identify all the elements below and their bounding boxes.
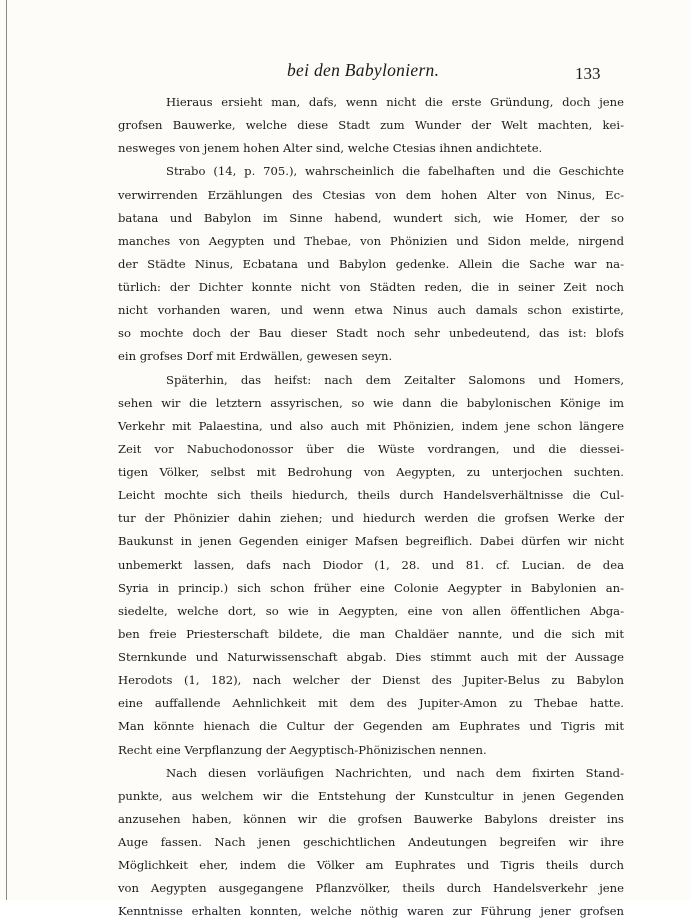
text-line: so mochte doch der Bau dieser Stadt noch sehr unbedeutend, das ist: blofs [118,326,624,341]
text-line: grofsen Bauwerke, welche diese Stadt zum Wunder der Welt machten, kei- [118,118,624,133]
text-line: Zeit vor Nabuchodonossor über die Wüste vordrangen, und die diessei- [118,441,624,456]
text-line: tigen Völker, selbst mit Bedrohung von Aegypten, zu unterjochen suchten. [118,465,624,479]
text-line: manches von Aegypten und Thebae, von Phönizien und Sidon melde, nirgend [118,233,624,248]
text-line: verwirrenden Erzählungen des Ctesias von dem hohen Alter von Ninus, Ec- [118,187,624,202]
text-line: anzusehen haben, können wir die grofsen Bauwerke Babylons dreister ins [118,811,624,826]
text-line: türlich: der Dichter konnte nicht von Städten reden, die in seiner Zeit noch [118,280,624,294]
text-line: punkte, aus welchem wir die Entstehung der Kunstcultur in jenen Gegenden [118,788,624,803]
text-line: Strabo (14, p. 705.), wahrscheinlich die fabelhaften und die Geschichte [166,164,624,179]
text-line: der Städte Ninus, Ecbatana und Babylon gedenke. Allein die Sache war na- [118,256,624,271]
text-line: Syria in princip.) sich schon früher eine Colonie Aegypter in Babylonien an- [118,580,624,595]
text-line: Recht eine Verpflanzung der Aegyptisch-Phönizischen nennen. [118,742,487,757]
running-title: bei den Babyloniern. [287,60,440,80]
text-line: tur der Phönizier dahin ziehen; und hiedurch werden die grofsen Werke der [118,511,624,526]
text-line: siedelte, welche dort, so wie in Aegypten, eine von allen öffentlichen Abga- [118,603,624,618]
text-line: sehen wir die letztern assyrischen, so wie dann die babylonischen Könige im [118,395,624,410]
text-line: Kenntnisse erhalten konnten, welche nöthig waren zur Führung jener grofsen [118,904,624,919]
text-line: nesweges von jenem hohen Alter sind, welche Ctesias ihnen andichtete. [118,141,543,156]
text-line: Möglichkeit eher, indem die Völker am Euphrates und Tigris theils durch [118,858,624,873]
text-line: unbemerkt lassen, dafs nach Diodor (1, 28. und 81. cf. Lucian. de dea [118,557,624,572]
text-line: Verkehr mit Palaestina, und also auch mit Phönizien, indem jene schon längere [118,418,624,433]
text-line: Sternkunde und Naturwissenschaft abgab. Dies stimmt auch mit der Aussage [118,650,624,664]
text-line: Nach diesen vorläufigen Nachrichten, und nach dem fixirten Stand- [166,765,624,780]
text-line: Leicht mochte sich theils hiedurch, theils durch Handelsverhältnisse die Cul- [118,488,624,503]
text-line: ein grofses Dorf mit Erdwällen, gewesen seyn. [118,349,393,364]
text-line: Auge fassen. Nach jenen geschichtlichen Andeutungen begreifen wir ihre [118,835,624,849]
text-line: ben freie Priesterschaft bildete, die man Chaldäer nannte, und die sich mit [118,626,624,641]
page-number: 133 [575,64,601,83]
text-line: Baukunst in jenen Gegenden einiger Mafsen begreiflich. Dabei dürfen wir nicht [118,534,624,549]
text-line: nicht vorhanden waren, und wenn etwa Ninus auch damals schon existirte, [118,303,624,318]
body-text [118,91,624,924]
text-line: Man könnte hienach die Cultur der Gegenden am Euphrates und Tigris mit [118,719,624,734]
page-edge-line [6,0,7,900]
text-line: batana und Babylon im Sinne habend, wundert sich, wie Homer, der so [118,210,624,225]
text-line: Späterhin, das heifst: nach dem Zeitalter Salomons und Homers, [166,372,624,387]
text-line: Herodots (1, 182), nach welcher der Dienst des Jupiter-Belus zu Babylon [118,673,624,688]
text-line: eine auffallende Aehnlichkeit mit dem des Jupiter-Amon zu Thebae hatte. [118,696,624,711]
text-line: von Aegypten ausgegangene Pflanzvölker, theils durch Handelsverkehr jene [118,881,624,896]
text-line: Hieraus ersieht man, dafs, wenn nicht die erste Gründung, doch jene [166,95,624,109]
